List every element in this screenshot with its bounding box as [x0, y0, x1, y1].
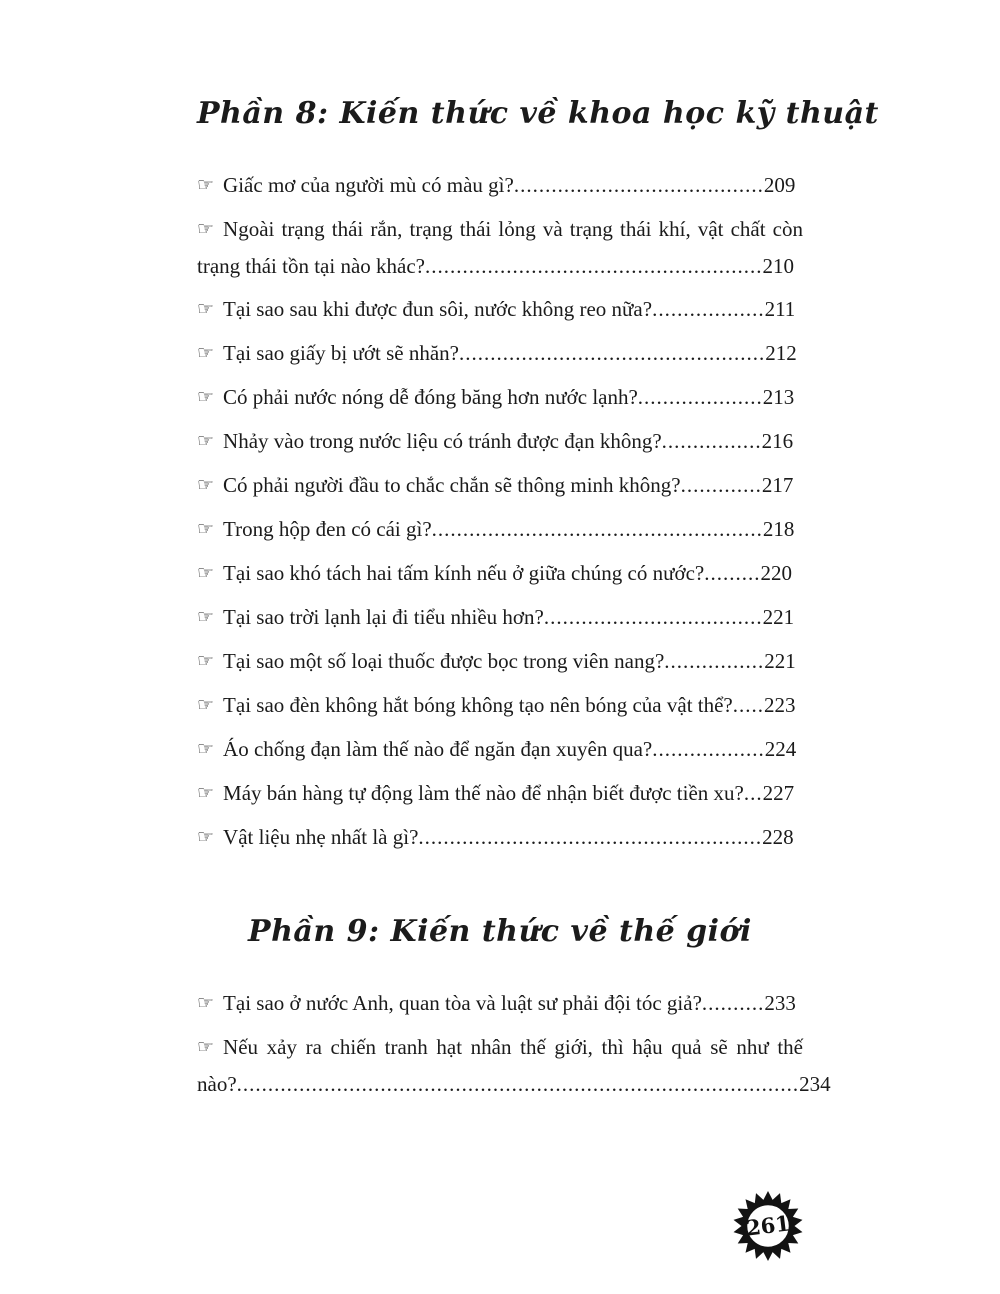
dot-leader: ................................................. [458, 341, 766, 365]
toc-entry [197, 379, 803, 416]
dot-leader: ..................................................... [431, 517, 763, 541]
section-heading: Phần 8: Kiến thức về khoa học kỹ thuật [197, 96, 879, 131]
entry-page-number: 228 [762, 825, 794, 849]
page-number-badge [732, 1190, 804, 1262]
toc-entry [197, 599, 803, 636]
toc-entry [197, 211, 803, 284]
entry-question: Vật liệu nhẹ nhất là gì? [223, 825, 419, 849]
entry-question: Máy bán hàng tự động làm thế nào để nhận biết được tiền xu? [223, 781, 744, 805]
pointing-hand-icon: ☞ [197, 174, 215, 196]
section-entries [197, 167, 803, 856]
entry-question: Có phải người đầu to chắc chắn sẽ thông minh không? [223, 473, 681, 497]
toc-entry [197, 643, 803, 680]
entry-page-number: 234 [799, 1072, 831, 1096]
toc-entry [197, 467, 803, 504]
toc-entry [197, 985, 803, 1022]
toc-entry [197, 1029, 831, 1102]
toc-entry [197, 731, 803, 768]
pointing-hand-icon: ☞ [197, 298, 215, 320]
pointing-hand-icon: ☞ [197, 474, 215, 496]
entry-question: Áo chống đạn làm thế nào để ngăn đạn xuyên qua? [223, 737, 653, 761]
entry-question: Nếu xảy ra chiến tranh hạt nhân thế giới, thì hậu quả sẽ như thế nào? [197, 1035, 803, 1096]
entry-page-number: 217 [761, 473, 794, 497]
entry-page-number: 221 [762, 605, 795, 629]
dot-leader: ....................................................... [418, 825, 763, 849]
entry-page-number: 211 [764, 297, 796, 321]
entry-question: Ngoài trạng thái rắn, trạng thái lỏng và trạng thái khí, vật chất còn trạng thái tồn tại nào khác? [197, 217, 803, 278]
dot-leader: ............. [680, 473, 762, 497]
entry-page-number: 233 [764, 991, 796, 1015]
entry-page-number: 227 [762, 781, 795, 805]
pointing-hand-icon: ☞ [197, 342, 215, 364]
pointing-hand-icon: ☞ [197, 738, 215, 760]
toc-entry [197, 167, 803, 204]
toc-entry [197, 335, 803, 372]
pointing-hand-icon: ☞ [197, 562, 215, 584]
entry-page-number: 223 [764, 693, 796, 717]
entry-page-number: 218 [762, 517, 795, 541]
entry-question: Tại sao một số loại thuốc được bọc trong viên nang? [223, 649, 665, 673]
entry-page-number: 216 [761, 429, 794, 453]
entry-page-number: 220 [760, 561, 792, 585]
dot-leader: .................. [652, 737, 765, 761]
entry-question: Trong hộp đen có cái gì? [223, 517, 432, 541]
toc-entry [197, 291, 803, 328]
entry-page-number: 224 [764, 737, 797, 761]
toc-entry [197, 775, 803, 812]
dot-leader: ...................................................... [425, 254, 763, 278]
pointing-hand-icon: ☞ [197, 1036, 215, 1058]
entry-page-number: 212 [765, 341, 797, 365]
toc-content [197, 96, 879, 1109]
toc-entry [197, 423, 803, 460]
dot-leader: ................................... [543, 605, 763, 629]
entry-page-number: 213 [762, 385, 795, 409]
toc-section [197, 914, 831, 1102]
entry-page-number: 209 [763, 173, 796, 197]
dot-leader: .................... [637, 385, 763, 409]
entry-question: Tại sao sau khi được đun sôi, nước không reo nữa? [223, 297, 653, 321]
pointing-hand-icon: ☞ [197, 694, 215, 716]
dot-leader: .......... [701, 991, 765, 1015]
pointing-hand-icon: ☞ [197, 386, 215, 408]
toc-entry [197, 555, 803, 592]
entry-question: Có phải nước nóng dễ đóng băng hơn nước lạnh? [223, 385, 638, 409]
dot-leader: .................. [652, 297, 765, 321]
dot-leader: ..... [732, 693, 764, 717]
dot-leader: ........................................ [513, 173, 764, 197]
entry-page-number: 210 [762, 254, 794, 278]
pointing-hand-icon: ☞ [197, 430, 215, 452]
pointing-hand-icon: ☞ [197, 992, 215, 1014]
pointing-hand-icon: ☞ [197, 518, 215, 540]
pointing-hand-icon: ☞ [197, 826, 215, 848]
starburst-icon [732, 1190, 804, 1262]
pointing-hand-icon: ☞ [197, 606, 215, 628]
section-entries [197, 985, 831, 1102]
entry-question: Giấc mơ của người mù có màu gì? [223, 173, 514, 197]
entry-question: Tại sao ở nước Anh, quan tòa và luật sư phải đội tóc giả? [223, 991, 702, 1015]
dot-leader: .......................................................................................... [236, 1072, 800, 1096]
page-number: 261 [744, 1210, 792, 1241]
toc-entry [197, 511, 803, 548]
entry-question: Nhảy vào trong nước liệu có tránh được đạn không? [223, 429, 662, 453]
entry-page-number: 221 [764, 649, 796, 673]
toc-entry [197, 687, 803, 724]
toc-entry [197, 819, 803, 856]
dot-leader: ................ [661, 429, 762, 453]
entry-question: Tại sao giấy bị ướt sẽ nhăn? [223, 341, 459, 365]
pointing-hand-icon: ☞ [197, 782, 215, 804]
toc-section [197, 96, 879, 856]
pointing-hand-icon: ☞ [197, 218, 215, 240]
dot-leader: ................ [664, 649, 765, 673]
dot-leader: ......... [704, 561, 761, 585]
entry-question: Tại sao đèn không hắt bóng không tạo nên bóng của vật thể? [223, 693, 733, 717]
pointing-hand-icon: ☞ [197, 650, 215, 672]
entry-question: Tại sao trời lạnh lại đi tiểu nhiều hơn? [223, 605, 544, 629]
section-heading: Phần 9: Kiến thức về thế giới [248, 914, 752, 949]
dot-leader: ... [743, 781, 763, 805]
entry-question: Tại sao khó tách hai tấm kính nếu ở giữa chúng có nước? [223, 561, 705, 585]
